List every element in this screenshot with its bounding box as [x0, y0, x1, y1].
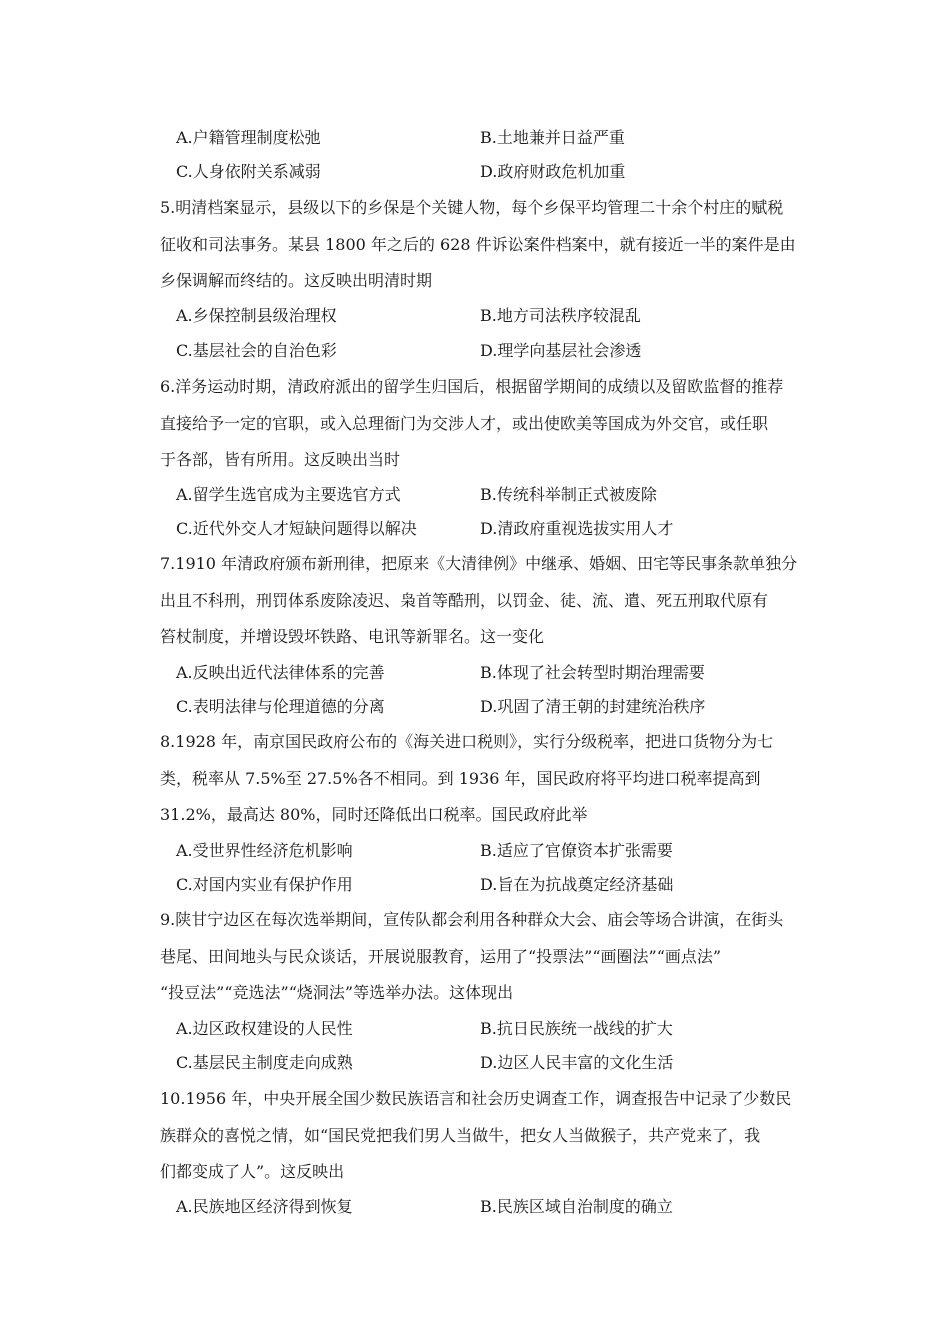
q4-option-a: A.户籍管理制度松弛: [176, 128, 321, 147]
q5-stem-line-2: 征收和司法事务。某县 1800 年之后的 628 件诉讼案件档案中，就有接近一半的案件是由: [160, 235, 796, 254]
q9-stem-line-1: 9.陕甘宁边区在每次选举期间，宣传队都会利用各种群众大会、庙会等场合讲演，在街头: [160, 910, 784, 929]
q10-stem-line-3: 们都变成了人”。这反映出: [160, 1162, 345, 1181]
q9-option-d: D.边区人民丰富的文化生活: [480, 1053, 674, 1072]
q9-option-c: C.基层民主制度走向成熟: [176, 1053, 353, 1072]
q6-option-c: C.近代外交人才短缺问题得以解决: [176, 519, 417, 538]
q7-option-b: B.体现了社会转型时期治理需要: [480, 663, 705, 682]
q9-option-a: A.边区政权建设的人民性: [176, 1019, 353, 1038]
q5-option-c: C.基层社会的自治色彩: [176, 341, 337, 360]
q7-stem-line-3: 笞杖制度，并增设毁坏铁路、电讯等新罪名。这一变化: [160, 627, 545, 646]
q10-stem-line-1: 10.1956 年，中央开展全国少数民族语言和社会历史调查工作，调查报告中记录了少数民: [160, 1089, 792, 1108]
q7-stem-line-1: 7.1910 年清政府颁布新刑律，把原来《大清律例》中继承、婚姻、田宅等民事条款单独分: [160, 554, 798, 573]
q5-option-d: D.理学向基层社会渗透: [480, 341, 642, 360]
q5-stem-line-1: 5.明清档案显示，县级以下的乡保是个关键人物，每个乡保平均管理二十余个村庄的赋税: [160, 198, 784, 217]
q8-option-d: D.旨在为抗战奠定经济基础: [480, 875, 674, 894]
q6-option-d: D.清政府重视选拔实用人才: [480, 519, 674, 538]
q8-stem-line-1: 8.1928 年，南京国民政府公布的《海关进口税则》，实行分级税率，把进口货物分为七: [160, 732, 774, 751]
q6-stem-line-2: 直接给予一定的官职，或入总理衙门为交涉人才，或出使欧美等国成为外交官，或任职: [160, 414, 769, 433]
q10-option-b: B.民族区域自治制度的确立: [480, 1197, 673, 1216]
q5-option-a: A.乡保控制县级治理权: [176, 306, 337, 325]
q7-option-d: D.巩固了清王朝的封建统治秩序: [480, 697, 706, 716]
q7-option-a: A.反映出近代法律体系的完善: [176, 663, 385, 682]
q10-option-a: A.民族地区经济得到恢复: [176, 1197, 353, 1216]
q6-stem-line-1: 6.洋务运动时期，清政府派出的留学生归国后，根据留学期间的成绩以及留欧监督的推荐: [160, 377, 784, 396]
q5-option-b: B.地方司法秩序较混乱: [480, 306, 641, 325]
q8-option-c: C.对国内实业有保护作用: [176, 875, 353, 894]
q5-stem-line-3: 乡保调解而终结的。这反映出明清时期: [160, 271, 433, 290]
q6-stem-line-3: 于各部，皆有所用。这反映出当时: [160, 450, 401, 469]
q8-option-a: A.受世界性经济危机影响: [176, 841, 353, 860]
q7-stem-line-2: 出且不科刑，刑罚体系废除凌迟、枭首等酷刑，以罚金、徒、流、遣、死五刑取代原有: [160, 591, 769, 610]
q4-option-d: D.政府财政危机加重: [480, 162, 626, 181]
q4-option-c: C.人身依附关系减弱: [176, 162, 321, 181]
q6-option-a: A.留学生选官成为主要选官方式: [176, 485, 401, 504]
q8-stem-line-2: 类，税率从 7.5%至 27.5%各不相同。到 1936 年，国民政府将平均进口税率提高到: [160, 769, 761, 788]
q9-option-b: B.抗日民族统一战线的扩大: [480, 1019, 673, 1038]
q6-option-b: B.传统科举制正式被废除: [480, 485, 657, 504]
q8-option-b: B.适应了官僚资本扩张需要: [480, 841, 673, 860]
q9-stem-line-2: 巷尾、田间地头与民众谈话，开展说服教育，运用了“投票法”“画圈法”“画点法”: [160, 947, 722, 966]
q8-stem-line-3: 31.2%，最高达 80%，同时还降低出口税率。国民政府此举: [160, 805, 588, 824]
q10-stem-line-2: 族群众的喜悦之情，如“国民党把我们男人当做牛，把女人当做猴子，共产党来了，我: [160, 1126, 761, 1145]
q7-option-c: C.表明法律与伦理道德的分离: [176, 697, 385, 716]
q9-stem-line-3: “投豆法”“竞选法”“烧洞法”等选举办法。这体现出: [160, 983, 514, 1002]
q4-option-b: B.土地兼并日益严重: [480, 128, 625, 147]
